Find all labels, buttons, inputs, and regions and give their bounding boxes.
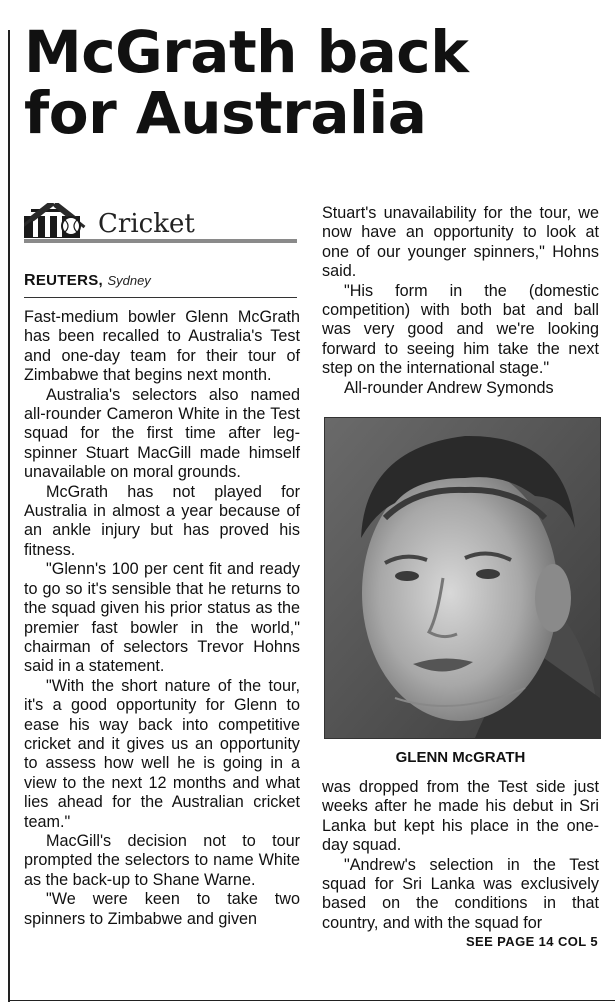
photo-caption: GLENN McGRATH bbox=[395, 749, 526, 766]
player-photo bbox=[324, 417, 601, 739]
portrait-image bbox=[325, 418, 600, 738]
byline bbox=[24, 271, 297, 299]
article-paragraph: was dropped from the Test side just weeks after he made his debut in Sri Lanka but kept his place in the one-day squad. bbox=[322, 778, 599, 855]
article-paragraph: "His form in the (domestic competition) with both bat and ball was very good and we're looking forward to seeing him take the next step on the international stage." bbox=[322, 281, 599, 378]
article-column-right-top bbox=[322, 204, 599, 398]
article-paragraph: MacGill's decision not to tour prompted the selectors to name White as the back-up to Shane Warne. bbox=[24, 831, 300, 889]
article-column-left bbox=[24, 308, 300, 929]
headline-line-2: for Australia bbox=[24, 79, 427, 147]
article-paragraph: "Andrew's selection in the Test squad for Sri Lanka was exclusively based on the conditions in that country, and with the squad for bbox=[322, 855, 599, 932]
column-rule-left bbox=[8, 30, 10, 1002]
continuation-note: SEE PAGE 14 COL 5 bbox=[465, 934, 598, 949]
article-paragraph: "Glenn's 100 per cent fit and ready to go so it's sensible that he returns to the squad given his prior status as the premier fast bowler in the world," chairman of selectors Trevor Hohns said in a statement. bbox=[24, 560, 300, 676]
article-paragraph: "We were keen to take two spinners to Zimbabwe and given bbox=[24, 890, 300, 928]
section-label: Cricket bbox=[98, 209, 195, 239]
section-flag bbox=[24, 203, 297, 243]
article-column-right-bottom bbox=[322, 778, 599, 933]
byline-rule bbox=[24, 297, 297, 298]
article-paragraph: Fast-medium bowler Glenn McGrath has been recalled to Australia's Test and one-day team for their tour of Zimbabwe that begins next month. bbox=[24, 308, 300, 385]
article-paragraph: McGrath has not played for Australia in almost a year because of an ankle injury but has proved his fitness. bbox=[24, 482, 300, 559]
article-paragraph: Australia's selectors also named all-rounder Cameron White in the Test squad for the first time after leg-spinner Stuart MacGill made himself unavailable on moral grounds. bbox=[24, 385, 300, 482]
article-paragraph: "With the short nature of the tour, it's a good opportunity for Glenn to ease his way back into competitive cricket and it gives us an opportunity to assess how well he is going in a view to the next 12 months and what lies ahead for the Australian cricket team." bbox=[24, 676, 300, 831]
byline-place: Sydney bbox=[107, 273, 151, 288]
bottom-rule bbox=[8, 1000, 615, 1001]
byline-agency: REUTERS, bbox=[24, 272, 103, 289]
article-paragraph: All-rounder Andrew Symonds bbox=[344, 378, 554, 397]
headline bbox=[24, 18, 469, 147]
headline-line-1: McGrath back bbox=[24, 18, 469, 86]
section-rule bbox=[24, 239, 297, 243]
article-paragraph: Stuart's unavailability for the tour, we now have an opportunity to look at one of our younger spinners," Hohns said. bbox=[322, 204, 599, 281]
cricket-wickets-bat-ball-icon bbox=[24, 203, 94, 239]
